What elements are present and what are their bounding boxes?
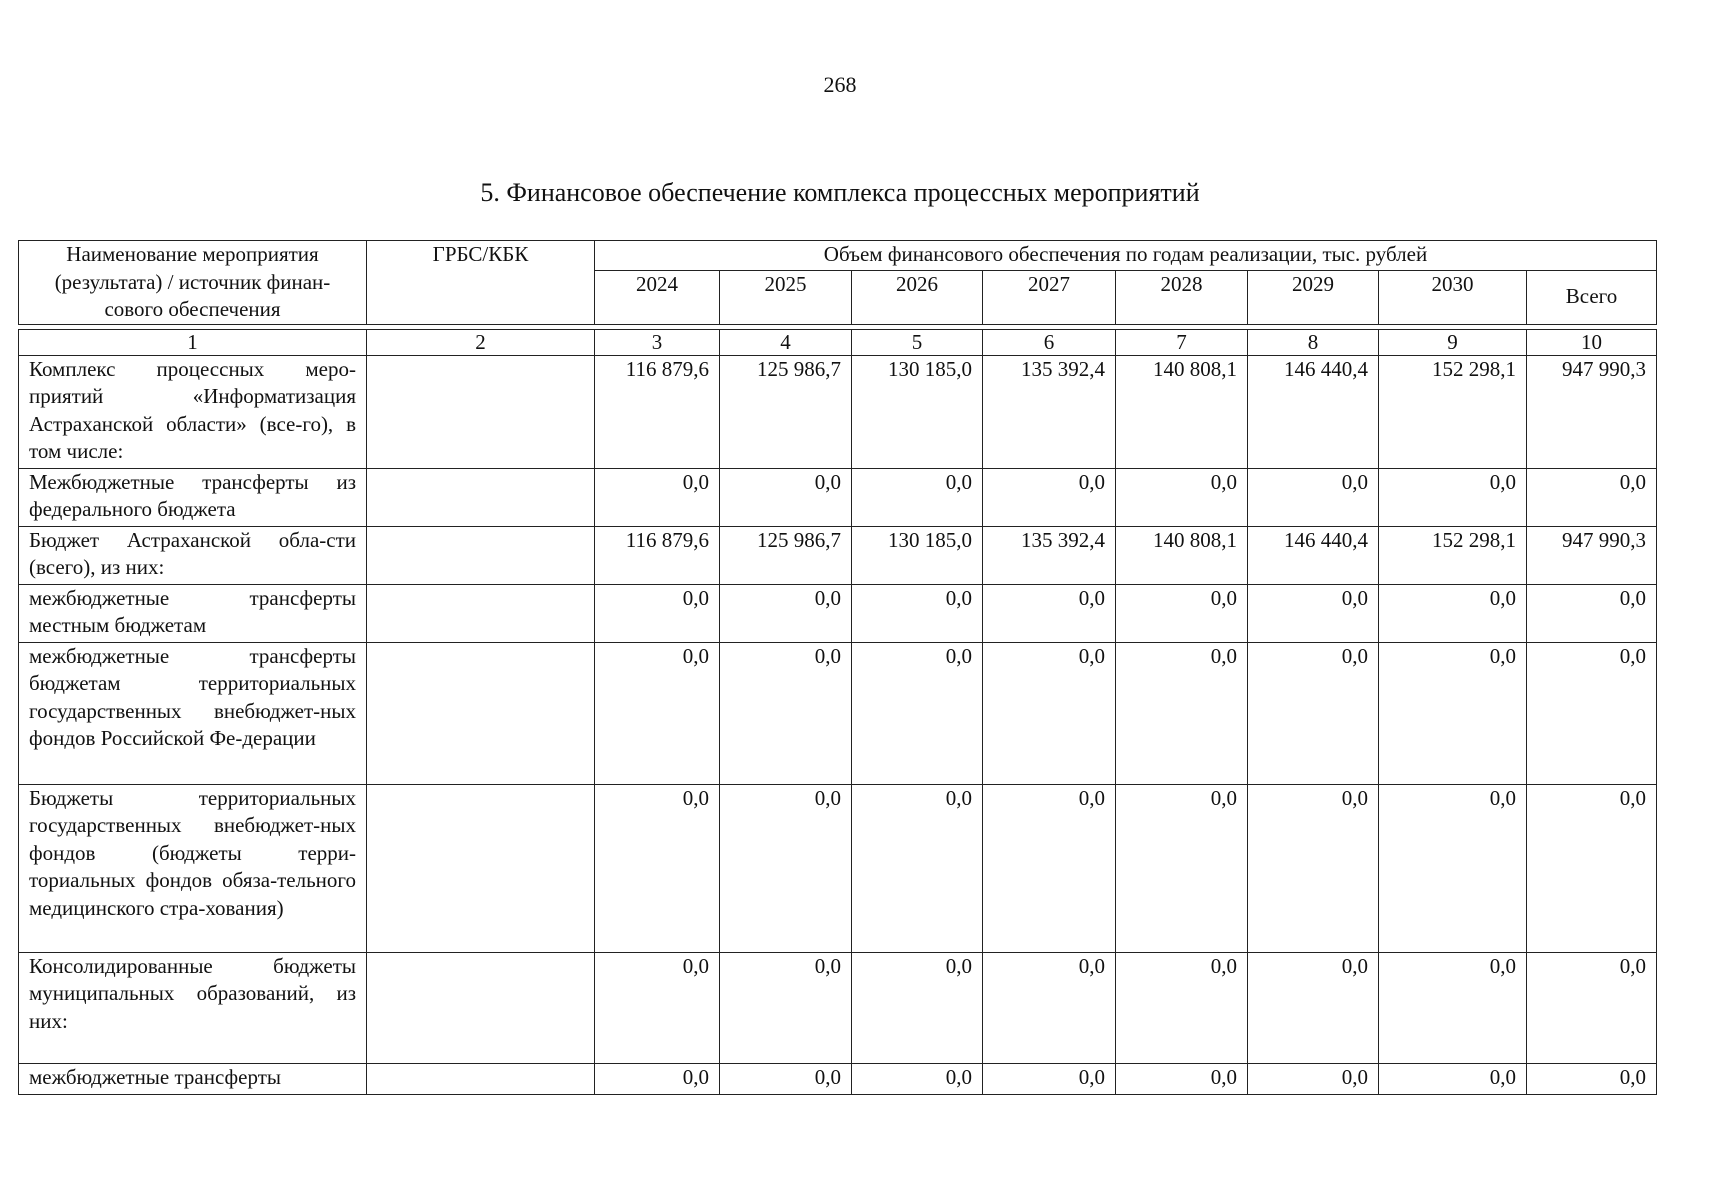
- row-value: 0,0: [595, 784, 720, 952]
- row-value: 0,0: [595, 468, 720, 526]
- row-grbs: [367, 468, 595, 526]
- header-year: 2026: [852, 270, 983, 324]
- row-value: 140 808,1: [1116, 526, 1248, 584]
- table-row: [19, 584, 1657, 642]
- column-number: 8: [1248, 329, 1379, 355]
- column-number: 4: [720, 329, 852, 355]
- row-value: 0,0: [595, 584, 720, 642]
- row-value: 0,0: [1116, 642, 1248, 784]
- row-value: 130 185,0: [852, 526, 983, 584]
- row-value: 0,0: [720, 642, 852, 784]
- row-value: 0,0: [1527, 642, 1657, 784]
- row-name: межбюджетные трансферты бюджетам территориальных государственных внебюджет-ных фондов Российской Фе-дерации: [19, 642, 367, 784]
- row-value: 0,0: [1527, 952, 1657, 1063]
- table-row: [19, 526, 1657, 584]
- header-year: 2027: [983, 270, 1116, 324]
- row-grbs: [367, 526, 595, 584]
- row-value: 146 440,4: [1248, 526, 1379, 584]
- row-value: 0,0: [1116, 952, 1248, 1063]
- column-number: 5: [852, 329, 983, 355]
- row-value: 0,0: [720, 1063, 852, 1094]
- row-value: 0,0: [1116, 1063, 1248, 1094]
- table-row: [19, 784, 1657, 952]
- row-value: 0,0: [1379, 952, 1527, 1063]
- row-grbs: [367, 642, 595, 784]
- row-value: 0,0: [1248, 952, 1379, 1063]
- row-value: 0,0: [983, 584, 1116, 642]
- header-year: 2024: [595, 270, 720, 324]
- row-name: межбюджетные трансферты: [19, 1063, 367, 1094]
- row-name: межбюджетные трансферты местным бюджетам: [19, 584, 367, 642]
- header-year: 2028: [1116, 270, 1248, 324]
- row-name: Бюджеты территориальных государственных внебюджет-ных фондов (бюджеты терри-ториальных фондов обяза-тельного медицинского стра-хования): [19, 784, 367, 952]
- row-value: 0,0: [852, 952, 983, 1063]
- row-value: 0,0: [1379, 784, 1527, 952]
- row-name: Бюджет Астраханской обла-сти (всего), из них:: [19, 526, 367, 584]
- table-row: [19, 468, 1657, 526]
- row-value: 140 808,1: [1116, 355, 1248, 468]
- row-grbs: [367, 355, 595, 468]
- row-value: 125 986,7: [720, 355, 852, 468]
- financing-table: [18, 240, 1657, 1095]
- table-row: [19, 355, 1657, 468]
- row-value: 0,0: [983, 468, 1116, 526]
- row-value: 0,0: [1379, 642, 1527, 784]
- page-number: 268: [823, 72, 857, 97]
- column-number: 6: [983, 329, 1116, 355]
- row-value: 0,0: [1248, 642, 1379, 784]
- row-value: 0,0: [983, 952, 1116, 1063]
- row-value: 146 440,4: [1248, 355, 1379, 468]
- row-value: 0,0: [1379, 468, 1527, 526]
- row-value: 0,0: [1248, 784, 1379, 952]
- row-value: 0,0: [1379, 584, 1527, 642]
- row-value: 152 298,1: [1379, 526, 1527, 584]
- table-row: [19, 952, 1657, 1063]
- header-year: 2025: [720, 270, 852, 324]
- row-name: Консолидированные бюджеты муниципальных образований, из них:: [19, 952, 367, 1063]
- row-value: 0,0: [595, 642, 720, 784]
- row-value: 0,0: [1248, 468, 1379, 526]
- row-value: 0,0: [595, 952, 720, 1063]
- row-value: 0,0: [1248, 584, 1379, 642]
- row-value: 0,0: [1527, 1063, 1657, 1094]
- row-value: 130 185,0: [852, 355, 983, 468]
- header-name: Наименование мероприятия (результата) / источник финан-сового обеспечения: [19, 241, 367, 325]
- row-value: 0,0: [983, 784, 1116, 952]
- table-row: [19, 642, 1657, 784]
- table-row: [19, 1063, 1657, 1094]
- row-grbs: [367, 584, 595, 642]
- row-value: 0,0: [983, 1063, 1116, 1094]
- row-value: 0,0: [852, 584, 983, 642]
- row-value: 947 990,3: [1527, 355, 1657, 468]
- row-value: 0,0: [720, 468, 852, 526]
- row-value: 152 298,1: [1379, 355, 1527, 468]
- row-value: 0,0: [720, 784, 852, 952]
- row-value: 0,0: [852, 1063, 983, 1094]
- row-value: 0,0: [852, 468, 983, 526]
- row-name: Межбюджетные трансферты из федерального бюджета: [19, 468, 367, 526]
- row-value: 0,0: [720, 584, 852, 642]
- row-value: 0,0: [852, 642, 983, 784]
- header-volume: Объем финансового обеспечения по годам реализации, тыс. рублей: [595, 241, 1657, 271]
- row-value: 0,0: [1116, 584, 1248, 642]
- row-value: 0,0: [1116, 468, 1248, 526]
- column-number: 2: [367, 329, 595, 355]
- header-row: [19, 241, 1657, 271]
- header-year: 2029: [1248, 270, 1379, 324]
- row-value: 0,0: [720, 952, 852, 1063]
- row-value: 0,0: [1527, 784, 1657, 952]
- row-grbs: [367, 784, 595, 952]
- row-value: 947 990,3: [1527, 526, 1657, 584]
- column-number: 7: [1116, 329, 1248, 355]
- header-year: 2030: [1379, 270, 1527, 324]
- section-title: 5. Финансовое обеспечение комплекса процессных мероприятий: [480, 178, 1200, 207]
- row-value: 0,0: [595, 1063, 720, 1094]
- row-value: 125 986,7: [720, 526, 852, 584]
- row-value: 135 392,4: [983, 526, 1116, 584]
- header-grbs: ГРБС/КБК: [367, 241, 595, 325]
- row-grbs: [367, 1063, 595, 1094]
- column-number: 3: [595, 329, 720, 355]
- row-name: Комплекс процессных меро-приятий «Информатизация Астраханской области» (все-го), в том числе:: [19, 355, 367, 468]
- row-value: 0,0: [1527, 584, 1657, 642]
- column-numbers-row: [19, 329, 1657, 355]
- column-number: 1: [19, 329, 367, 355]
- row-value: 0,0: [1379, 1063, 1527, 1094]
- column-number: 10: [1527, 329, 1657, 355]
- row-value: 0,0: [1116, 784, 1248, 952]
- row-value: 0,0: [852, 784, 983, 952]
- row-value: 0,0: [1527, 468, 1657, 526]
- row-value: 0,0: [1248, 1063, 1379, 1094]
- row-value: 0,0: [983, 642, 1116, 784]
- column-number: 9: [1379, 329, 1527, 355]
- row-value: 116 879,6: [595, 526, 720, 584]
- row-grbs: [367, 952, 595, 1063]
- row-value: 116 879,6: [595, 355, 720, 468]
- header-total: Всего: [1527, 270, 1657, 324]
- row-value: 135 392,4: [983, 355, 1116, 468]
